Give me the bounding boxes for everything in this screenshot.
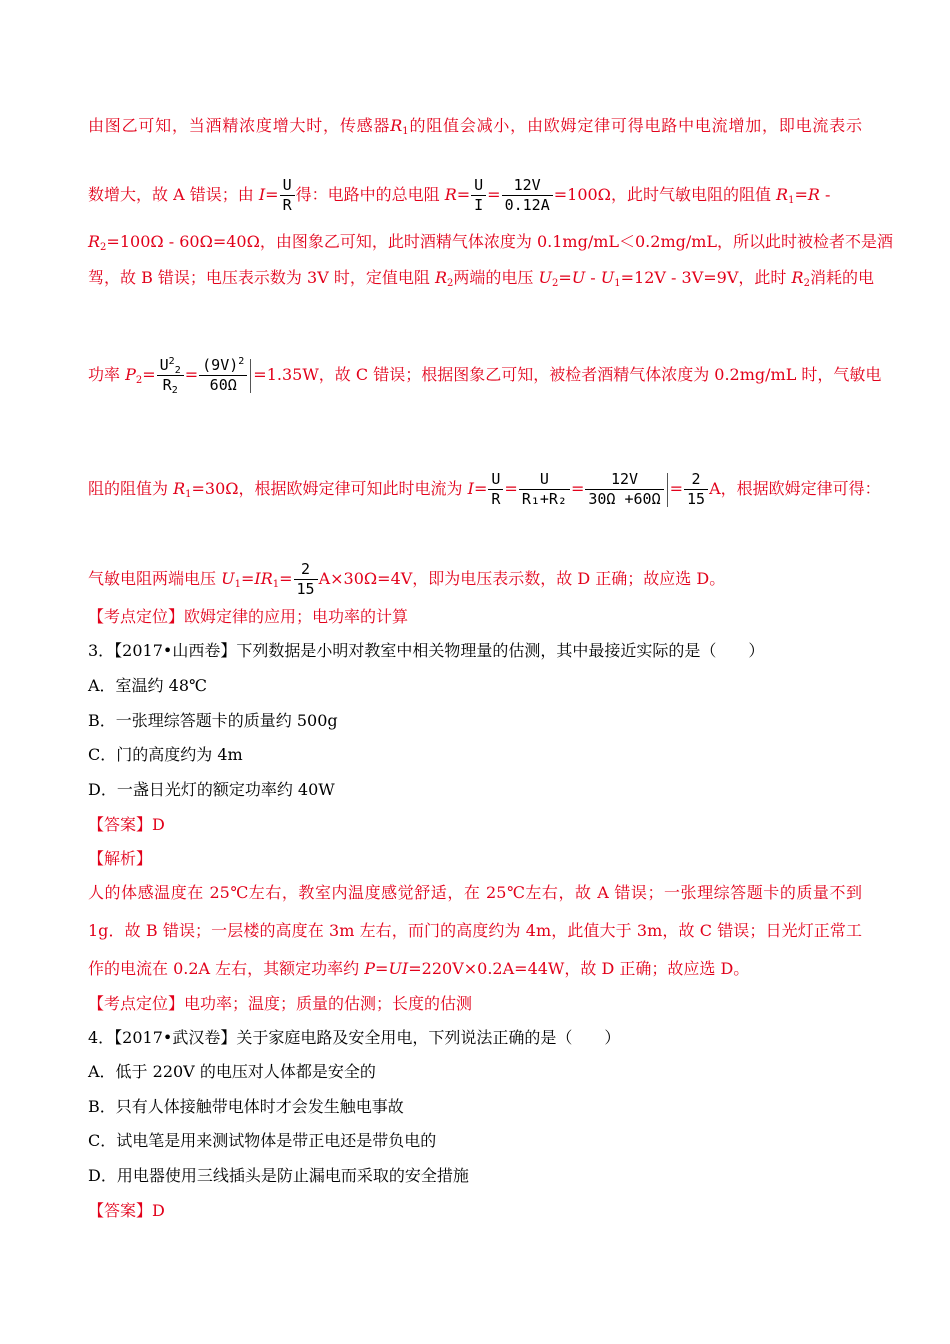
q4-option-c: C．试电笔是用来测试物体是带正电还是带负电的 (88, 1131, 437, 1150)
q3-option-b: B．一张理综答题卡的质量约 500g (88, 711, 338, 730)
fraction-u2-squared-over-r2: $\frac{U^2_2}{R_2}$ (157, 356, 184, 395)
fraction-u-over-i: $\frac{U}{I}$ (471, 176, 486, 215)
solution-line-3: $R_2=100\Omega - 60\Omega=40\Omega$，由图象乙可知，此时酒精气体浓度为 0.1mg/mL＜0.2mg/mL，所以此时被检者不是酒 (88, 232, 894, 253)
q4-option-a: A．低于 220V 的电压对人体都是安全的 (88, 1062, 376, 1081)
solution-line-1: 由图乙可知，当酒精浓度增大时，传感器$R_1$的阻值会减小，由欧姆定律可得电路中电流增加，即电流表示 (88, 116, 862, 137)
fraction-12v-over-90ohm: $\frac{12V}{30\Omega +60\Omega}$ (585, 470, 663, 509)
q3-option-a: A．室温约 48℃ (88, 676, 207, 695)
q3-option-c: C．门的高度约为 4m (88, 745, 243, 764)
fraction-2-over-15-b: $\frac{2}{15}$ (294, 560, 318, 599)
fraction-12v-over-012a: $\frac{12V}{0.12A}$ (502, 176, 553, 215)
q3-answer: 【答案】D (88, 815, 165, 834)
q3-analysis-line-2: 1g．故 B 错误；一层楼的高度在 3m 左右，而门的高度约为 4m，此值大于 3m，故 C 错误；日光灯正常工 (88, 921, 862, 940)
question-3-stem: 3．【2017•山西卷】下列数据是小明对教室中相关物理量的估测，其中最接近实际的是（ ） (88, 641, 765, 660)
fraction-u-over-r1-plus-r2: $\frac{U}{\text{R₁+R₂}}$ (519, 470, 570, 509)
kaodian-q2: 【考点定位】欧姆定律的应用；电功率的计算 (88, 607, 409, 626)
fraction-9v-squared-over-60ohm: $\frac{(9V)^2}{60\Omega}$ (199, 356, 247, 395)
solution-line-4: 驾，故 B 错误；电压表示数为 3V 时，定值电阻 $R_2$两端的电压 $U_2=U - U_1=12V - 3V=9V$，此时 $R_2$消耗的电 (88, 268, 874, 289)
solution-line-2: 数增大，故 A 错误；由 I= $\frac{U}{R}$ 得：电路中的总电阻 R= $\frac{U}{I}$ = $\frac{12V}{0.12A}$ =100Ω，此时气敏电阻的阻值 $R_1=R$ - (88, 176, 831, 214)
formula-image-edge (667, 473, 668, 507)
solution-line-6: 阻的阻值为 $R_1=30\Omega$，根据欧姆定律可知此时电流为 I= $\frac{U}{R}$ = $\frac{U}{\text{R₁+R₂}}$ = $\frac{12V}{30\Omega +60\Omega}$ = $\frac{2}{15}$ A，根据欧姆定律可得： (88, 470, 881, 508)
q3-analysis-line-3: 作的电流在 0.2A 左右，其额定功率约 P=UI=220V×0.2A=44W，故 D 正确；故应选 D。 (88, 959, 750, 978)
question-4-stem: 4．【2017•武汉卷】关于家庭电路及安全用电，下列说法正确的是（ ） (88, 1028, 621, 1047)
q3-option-d: D．一盏日光灯的额定功率约 40W (88, 780, 335, 799)
kaodian-q3: 【考点定位】电功率；温度；质量的估测；长度的估测 (88, 994, 473, 1013)
q4-option-b: B．只有人体接触带电体时才会发生触电事故 (88, 1097, 404, 1116)
fraction-u-over-r-2: $\frac{U}{R}$ (488, 470, 503, 509)
fraction-u-over-r: $\frac{U}{R}$ (280, 176, 295, 215)
q3-analysis-line-1: 人的体感温度在 25℃左右，教室内温度感觉舒适，在 25℃左右，故 A 错误；一张理综答题卡的质量不到 (88, 883, 862, 902)
solution-line-5: 功率 $P_2=$ $\frac{U^2_2}{R_2}$ = $\frac{(9V)^2}{60\Omega}$ =1.35W，故 C 错误；根据图象乙可知，被检者酒精气体浓度为 0.2mg/mL 时，气敏电 (88, 356, 882, 396)
solution-line-7: 气敏电阻两端电压 $U_1=IR_1=$ $\frac{2}{15}$ A×30Ω=4V，即为电压表示数，故 D 正确；故应选 D。 (88, 560, 726, 598)
formula-image-edge (250, 359, 251, 393)
fraction-2-over-15: $\frac{2}{15}$ (684, 470, 708, 509)
q3-analysis-label: 【解析】 (88, 849, 153, 868)
q4-answer: 【答案】D (88, 1201, 165, 1220)
q4-option-d: D．用电器使用三线插头是防止漏电而采取的安全措施 (88, 1166, 469, 1185)
